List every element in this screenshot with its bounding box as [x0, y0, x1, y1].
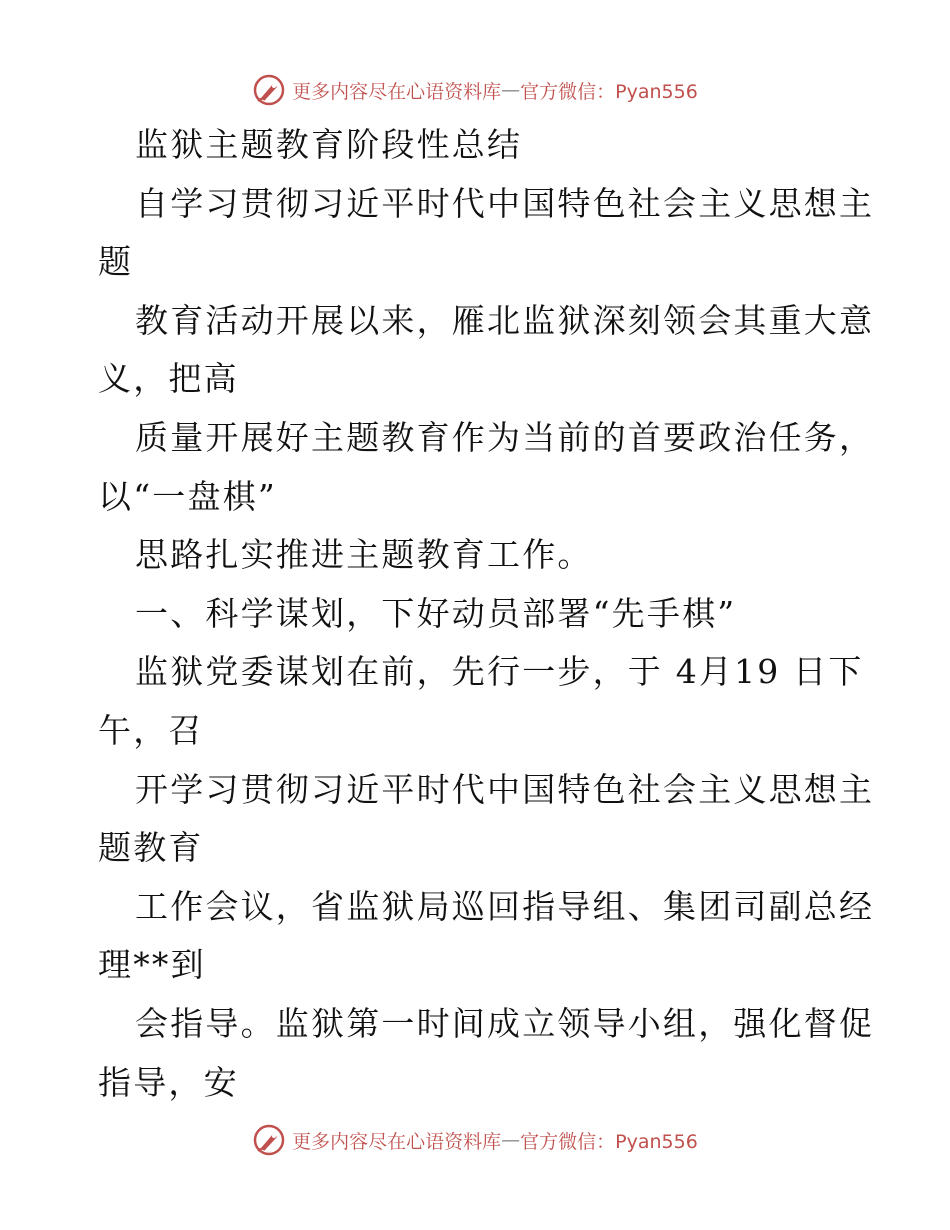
footer-watermark-banner: [0, 1120, 950, 1160]
pen-nib-logo-icon: [252, 73, 286, 107]
text-line: 理**到: [98, 945, 206, 985]
banner-contact: 官方微信：Pyan556: [520, 80, 698, 103]
section-heading: 一、科学谋划，下好动员部署“先手棋”: [135, 593, 737, 633]
text-line: 午，召: [98, 710, 204, 750]
text-line: 质量开展好主题教育作为当前的首要政治任务，: [135, 417, 875, 457]
banner-separator: —: [501, 79, 521, 101]
text-line: 指导，安: [98, 1062, 239, 1102]
text-line: 教育活动开展以来，雁北监狱深刻领会其重大意: [135, 300, 875, 340]
banner-text: 更多内容尽在心语资料库: [292, 1130, 502, 1153]
text-line: 开学习贯彻习近平时代中国特色社会主义思想主: [135, 769, 875, 809]
text-line: 监狱党委谋划在前，先行一步，于 4月19 日下: [135, 652, 864, 692]
banner-text: 更多内容尽在心语资料库: [292, 80, 502, 103]
banner-separator: —: [501, 1129, 521, 1151]
text-line: 会指导。监狱第一时间成立领导小组，强化督促: [135, 1003, 875, 1043]
text-line: 题: [98, 242, 134, 282]
text-line: 义，把高: [98, 359, 239, 399]
text-line: 题教育: [98, 828, 204, 868]
text-line: 自学习贯彻习近平时代中国特色社会主义思想主: [135, 183, 875, 223]
pen-nib-logo-icon: [252, 1123, 286, 1157]
document-body: [98, 116, 875, 1112]
header-watermark-banner: [0, 70, 950, 110]
text-line: 工作会议，省监狱局巡回指导组、集团司副总经: [135, 886, 875, 926]
text-line: 思路扎实推进主题教育工作。: [135, 535, 593, 575]
banner-contact: 官方微信：Pyan556: [520, 1130, 698, 1153]
text-line: 以“一盘棋”: [98, 476, 277, 516]
document-title: 监狱主题教育阶段性总结: [135, 125, 523, 164]
